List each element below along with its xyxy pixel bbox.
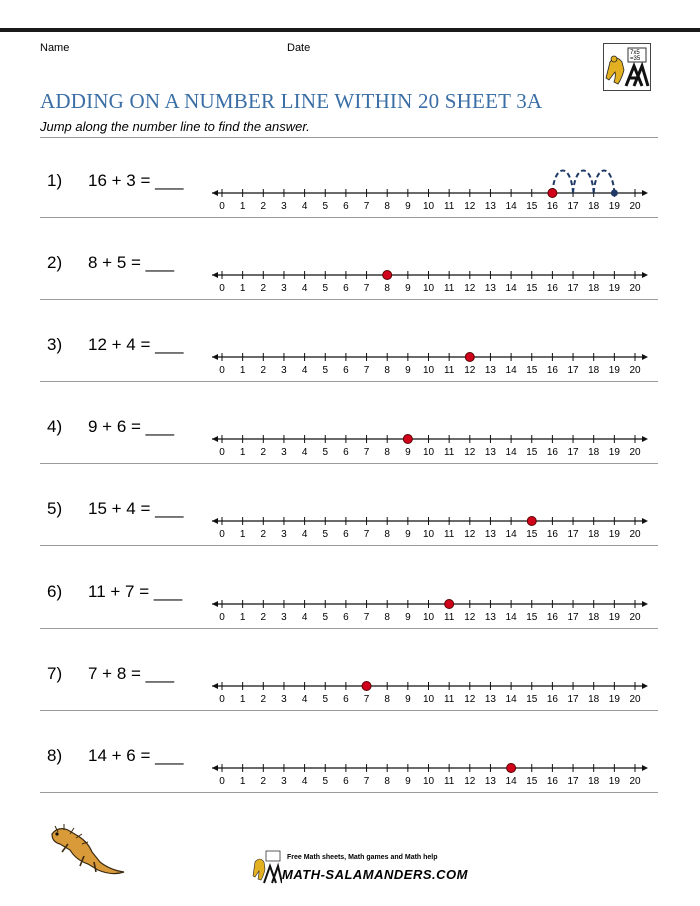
tick-label: 15 xyxy=(526,694,538,705)
divider xyxy=(40,710,658,711)
tick-label: 8 xyxy=(384,201,390,212)
tick-label: 17 xyxy=(567,694,579,705)
tick-label: 12 xyxy=(464,201,476,212)
tick-label: 10 xyxy=(422,201,435,212)
tick-label: 7 xyxy=(363,612,370,623)
tick-label: 1 xyxy=(239,776,246,787)
start-point xyxy=(548,189,557,198)
tick-label: 20 xyxy=(629,283,641,294)
tick-label: 6 xyxy=(343,201,349,212)
tick-label: 6 xyxy=(343,529,349,540)
tick-label: 20 xyxy=(629,529,641,540)
tick-label: 4 xyxy=(301,447,308,458)
tick-label: 6 xyxy=(343,612,349,623)
tick-label: 15 xyxy=(526,529,538,540)
tick-label: 12 xyxy=(464,776,476,787)
tick-label: 5 xyxy=(322,529,329,540)
tick-label: 13 xyxy=(484,283,497,294)
tick-label: 19 xyxy=(608,529,620,540)
tick-label: 3 xyxy=(281,612,287,623)
tick-label: 18 xyxy=(588,201,600,212)
tick-label: 11 xyxy=(443,612,455,623)
tick-label: 15 xyxy=(526,776,538,787)
tick-label: 0 xyxy=(219,283,225,294)
tick-label: 1 xyxy=(239,201,246,212)
tick-label: 12 xyxy=(464,529,476,540)
question-number: 6) xyxy=(47,582,63,601)
tick-label: 11 xyxy=(443,529,455,540)
question-number: 8) xyxy=(47,746,63,765)
tick-label: 14 xyxy=(505,365,517,376)
arrow-left-icon xyxy=(212,272,218,278)
arrow-left-icon xyxy=(212,354,218,360)
instructions: Jump along the number line to find the answer. xyxy=(40,119,310,134)
divider xyxy=(40,381,658,382)
tick-label: 14 xyxy=(505,776,517,787)
tick-label: 2 xyxy=(260,201,267,212)
number-line xyxy=(210,167,650,212)
tick-label: 20 xyxy=(629,365,641,376)
tick-label: 1 xyxy=(239,529,246,540)
tick-label: 16 xyxy=(546,776,558,787)
tick-label: 7 xyxy=(363,201,370,212)
tick-label: 4 xyxy=(301,776,308,787)
start-point xyxy=(507,764,516,773)
tick-label: 17 xyxy=(567,776,579,787)
tick-label: 15 xyxy=(526,201,538,212)
tick-label: 17 xyxy=(567,201,579,212)
arrow-right-icon xyxy=(642,354,648,360)
tick-label: 19 xyxy=(608,201,620,212)
question-number: 4) xyxy=(47,417,63,436)
tick-label: 0 xyxy=(219,447,225,458)
number-line xyxy=(210,413,650,458)
divider xyxy=(40,463,658,464)
tick-label: 18 xyxy=(588,776,600,787)
tick-label: 6 xyxy=(343,694,349,705)
tick-label: 5 xyxy=(322,694,329,705)
tick-label: 15 xyxy=(526,365,538,376)
date-label: Date xyxy=(287,42,311,54)
tick-label: 11 xyxy=(443,365,455,376)
tick-label: 7 xyxy=(363,447,370,458)
end-point xyxy=(611,190,618,197)
question-equation: 8 + 5 = ___ xyxy=(88,253,175,272)
tick-label: 3 xyxy=(281,283,287,294)
tick-label: 19 xyxy=(608,612,620,623)
question-number: 3) xyxy=(47,335,63,354)
tick-label: 2 xyxy=(260,776,267,787)
number-line xyxy=(210,578,650,623)
tick-label: 6 xyxy=(343,776,349,787)
tick-label: 11 xyxy=(443,776,455,787)
tick-label: 12 xyxy=(464,612,476,623)
tick-label: 2 xyxy=(260,365,267,376)
question-number: 7) xyxy=(47,664,63,683)
tick-label: 14 xyxy=(505,612,517,623)
divider xyxy=(40,545,658,546)
tick-label: 3 xyxy=(281,529,287,540)
tick-label: 0 xyxy=(219,694,225,705)
question-equation: 7 + 8 = ___ xyxy=(88,664,175,683)
question-number: 5) xyxy=(47,499,63,518)
tick-label: 17 xyxy=(567,447,579,458)
tick-label: 7 xyxy=(363,365,370,376)
arrow-right-icon xyxy=(642,765,648,771)
tick-label: 0 xyxy=(219,612,225,623)
tick-label: 12 xyxy=(464,694,476,705)
tick-label: 16 xyxy=(546,283,558,294)
tick-label: 5 xyxy=(322,776,329,787)
tick-label: 5 xyxy=(322,447,329,458)
tick-label: 11 xyxy=(443,201,455,212)
start-point xyxy=(527,517,536,526)
start-point xyxy=(465,353,474,362)
svg-text:7x5: 7x5 xyxy=(630,50,640,56)
tick-label: 10 xyxy=(422,447,435,458)
tick-label: 16 xyxy=(546,447,558,458)
tick-label: 5 xyxy=(322,365,329,376)
tick-label: 9 xyxy=(405,612,411,623)
tick-label: 4 xyxy=(301,283,308,294)
tick-label: 19 xyxy=(608,776,620,787)
tick-label: 18 xyxy=(588,283,600,294)
tick-label: 6 xyxy=(343,447,349,458)
tick-label: 0 xyxy=(219,201,225,212)
tick-label: 8 xyxy=(384,694,390,705)
tick-label: 13 xyxy=(484,447,497,458)
footer-logo xyxy=(252,850,282,884)
number-line xyxy=(210,742,650,787)
logo-salamander xyxy=(603,43,651,91)
tick-label: 13 xyxy=(484,201,497,212)
tick-label: 18 xyxy=(588,447,600,458)
tick-label: 4 xyxy=(301,529,308,540)
tick-label: 13 xyxy=(484,776,497,787)
tick-label: 10 xyxy=(422,529,435,540)
tick-label: 4 xyxy=(301,365,308,376)
tick-label: 20 xyxy=(629,694,641,705)
question-equation: 11 + 7 = ___ xyxy=(88,582,183,601)
number-line xyxy=(210,660,650,705)
arrow-left-icon xyxy=(212,518,218,524)
tick-label: 0 xyxy=(219,365,225,376)
tick-label: 7 xyxy=(363,694,370,705)
tick-label: 17 xyxy=(567,612,579,623)
svg-text:=35: =35 xyxy=(630,56,641,62)
tick-label: 3 xyxy=(281,447,287,458)
tick-label: 20 xyxy=(629,776,641,787)
tick-label: 16 xyxy=(546,201,558,212)
tick-label: 13 xyxy=(484,612,497,623)
page-title: ADDING ON A NUMBER LINE WITHIN 20 SHEET 3A xyxy=(40,89,543,113)
tick-label: 14 xyxy=(505,283,517,294)
question-equation: 16 + 3 = ___ xyxy=(88,171,184,190)
tick-label: 17 xyxy=(567,283,579,294)
tick-label: 18 xyxy=(588,694,600,705)
tick-label: 10 xyxy=(422,694,435,705)
tick-label: 3 xyxy=(281,776,287,787)
arrow-left-icon xyxy=(212,436,218,442)
jump-arc xyxy=(573,171,594,194)
tick-label: 11 xyxy=(443,694,455,705)
tick-label: 5 xyxy=(322,283,329,294)
start-point xyxy=(403,435,412,444)
top-border xyxy=(0,28,700,32)
question-equation: 9 + 6 = ___ xyxy=(88,417,175,436)
tick-label: 6 xyxy=(343,365,349,376)
tick-label: 12 xyxy=(464,283,476,294)
tick-label: 11 xyxy=(443,283,455,294)
tick-label: 4 xyxy=(301,201,308,212)
tick-label: 8 xyxy=(384,283,390,294)
arrow-left-icon xyxy=(212,683,218,689)
tick-label: 16 xyxy=(546,694,558,705)
tick-label: 13 xyxy=(484,365,497,376)
tick-label: 7 xyxy=(363,529,370,540)
tick-label: 3 xyxy=(281,201,287,212)
tick-label: 0 xyxy=(219,529,225,540)
arrow-right-icon xyxy=(642,436,648,442)
tick-label: 9 xyxy=(405,283,411,294)
tick-label: 12 xyxy=(464,365,476,376)
tick-label: 10 xyxy=(422,365,435,376)
tick-label: 5 xyxy=(322,612,329,623)
tick-label: 9 xyxy=(405,694,411,705)
tick-label: 9 xyxy=(405,365,411,376)
footer-tagline: Free Math sheets, Math games and Math help xyxy=(287,854,438,861)
tick-label: 14 xyxy=(505,529,517,540)
tick-label: 15 xyxy=(526,283,538,294)
tick-label: 10 xyxy=(422,776,435,787)
tick-label: 13 xyxy=(484,529,497,540)
divider xyxy=(40,792,658,793)
tick-label: 2 xyxy=(260,612,267,623)
tick-label: 16 xyxy=(546,612,558,623)
tick-label: 9 xyxy=(405,776,411,787)
question-equation: 12 + 4 = ___ xyxy=(88,335,184,354)
tick-label: 18 xyxy=(588,612,600,623)
tick-label: 2 xyxy=(260,694,267,705)
tick-label: 20 xyxy=(629,612,641,623)
tick-label: 7 xyxy=(363,776,370,787)
tick-label: 15 xyxy=(526,447,538,458)
tick-label: 8 xyxy=(384,612,390,623)
tick-label: 9 xyxy=(405,529,411,540)
arrow-right-icon xyxy=(642,190,648,196)
tick-label: 14 xyxy=(505,694,517,705)
tick-label: 1 xyxy=(239,612,246,623)
tick-label: 18 xyxy=(588,529,600,540)
tick-label: 4 xyxy=(301,612,308,623)
tick-label: 6 xyxy=(343,283,349,294)
tick-label: 3 xyxy=(281,365,287,376)
tick-label: 2 xyxy=(260,447,267,458)
tick-label: 19 xyxy=(608,447,620,458)
tick-label: 16 xyxy=(546,529,558,540)
tick-label: 1 xyxy=(239,283,246,294)
arrow-right-icon xyxy=(642,601,648,607)
salamander-illustration xyxy=(48,822,128,878)
tick-label: 9 xyxy=(405,447,411,458)
number-line xyxy=(210,249,650,294)
tick-label: 8 xyxy=(384,447,390,458)
divider xyxy=(40,137,658,138)
tick-label: 15 xyxy=(526,612,538,623)
question-number: 1) xyxy=(47,171,63,190)
tick-label: 8 xyxy=(384,365,390,376)
number-line xyxy=(210,495,650,540)
tick-label: 4 xyxy=(301,694,308,705)
tick-label: 1 xyxy=(239,365,246,376)
divider xyxy=(40,217,658,218)
tick-label: 17 xyxy=(567,529,579,540)
question-equation: 14 + 6 = ___ xyxy=(88,746,184,765)
tick-label: 3 xyxy=(281,694,287,705)
tick-label: 19 xyxy=(608,694,620,705)
tick-label: 2 xyxy=(260,283,267,294)
tick-label: 20 xyxy=(629,201,641,212)
arrow-right-icon xyxy=(642,683,648,689)
tick-label: 12 xyxy=(464,447,476,458)
tick-label: 0 xyxy=(219,776,225,787)
tick-label: 19 xyxy=(608,283,620,294)
tick-label: 14 xyxy=(505,447,517,458)
tick-label: 7 xyxy=(363,283,370,294)
divider xyxy=(40,628,658,629)
start-point xyxy=(445,600,454,609)
start-point xyxy=(362,682,371,691)
tick-label: 16 xyxy=(546,365,558,376)
arrow-left-icon xyxy=(212,601,218,607)
tick-label: 14 xyxy=(505,201,517,212)
tick-label: 20 xyxy=(629,447,641,458)
question-equation: 15 + 4 = ___ xyxy=(88,499,184,518)
tick-label: 18 xyxy=(588,365,600,376)
tick-label: 11 xyxy=(443,447,455,458)
tick-label: 2 xyxy=(260,529,267,540)
tick-label: 13 xyxy=(484,694,497,705)
tick-label: 8 xyxy=(384,776,390,787)
jump-arc xyxy=(594,171,615,194)
tick-label: 5 xyxy=(322,201,329,212)
number-line xyxy=(210,331,650,376)
arrow-left-icon xyxy=(212,765,218,771)
tick-label: 1 xyxy=(239,447,246,458)
arrow-left-icon xyxy=(212,190,218,196)
name-label: Name xyxy=(40,42,70,54)
tick-label: 8 xyxy=(384,529,390,540)
footer-brand: MATH-SALAMANDERS.COM xyxy=(282,867,468,882)
arrow-right-icon xyxy=(642,272,648,278)
tick-label: 9 xyxy=(405,201,411,212)
tick-label: 10 xyxy=(422,612,435,623)
tick-label: 19 xyxy=(608,365,620,376)
divider xyxy=(40,299,658,300)
arrow-right-icon xyxy=(642,518,648,524)
start-point xyxy=(383,271,392,280)
question-number: 2) xyxy=(47,253,63,272)
tick-label: 1 xyxy=(239,694,246,705)
tick-label: 17 xyxy=(567,365,579,376)
tick-label: 10 xyxy=(422,283,435,294)
